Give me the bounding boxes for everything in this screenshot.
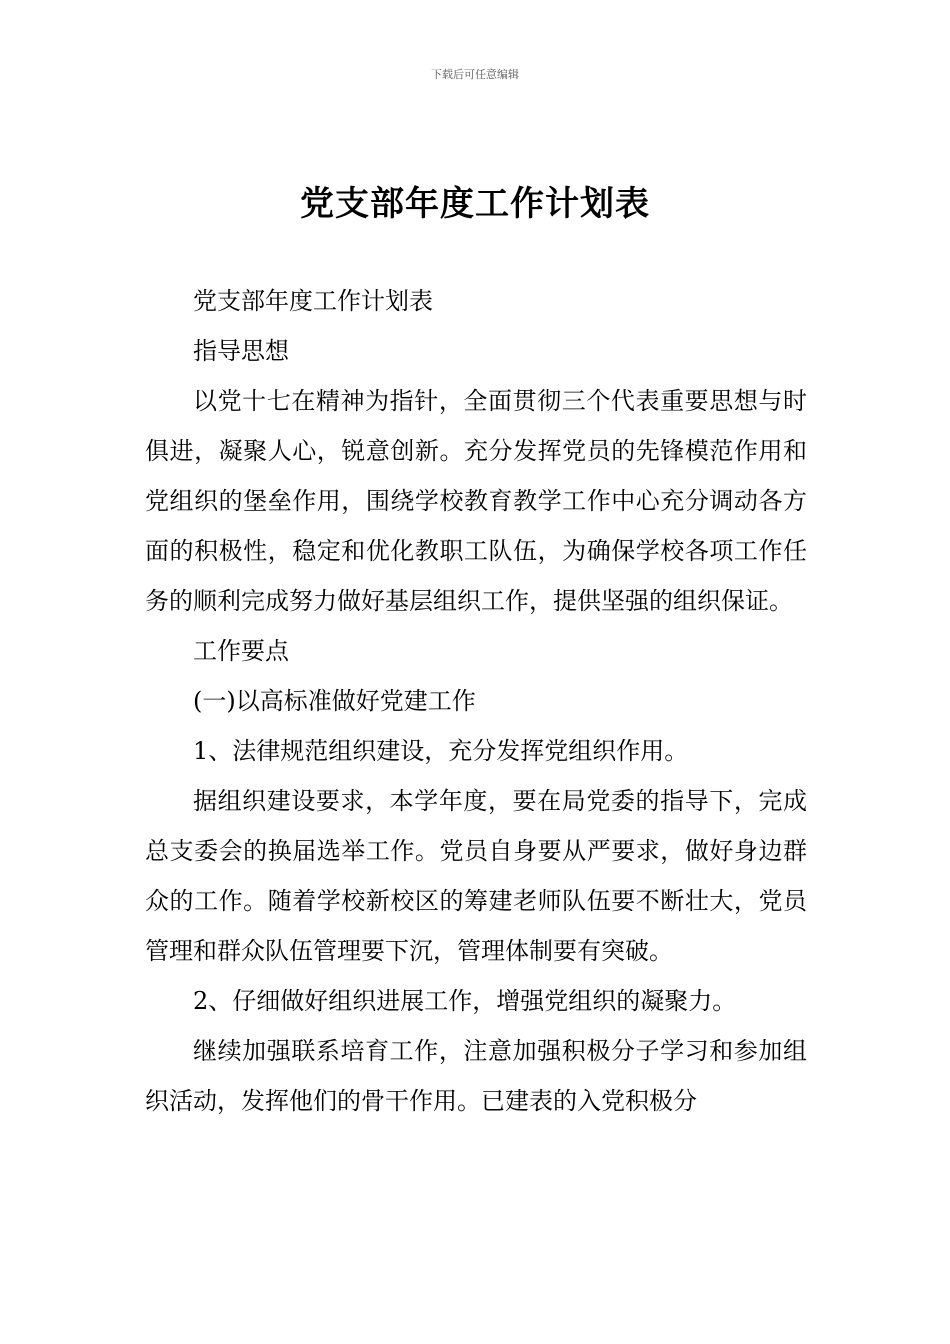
paragraph-subtitle: 党支部年度工作计划表 (193, 287, 433, 315)
document-body (145, 276, 807, 1126)
paragraph-heading-work-points: 工作要点 (193, 637, 289, 665)
document-title: 党支部年度工作计划表 (300, 184, 650, 224)
header-note: 下载后可任意编辑 (431, 68, 519, 81)
paragraph-item-2-body: 继续加强联系培育工作，注意加强积极分子学习和参加组织活动，发挥他们的骨干作用。已建表的入党积极分 (145, 1037, 807, 1115)
paragraph-item-1-body: 据组织建设要求，本学年度，要在局党委的指导下，完成总支委会的换届选举工作。党员自身要从严要求，做好身边群众的工作。随着学校新校区的筹建老师队伍要不断壮大，党员管理和群众队伍管理要下沉，管理体制要有突破。 (145, 787, 807, 965)
paragraph-item-1: 1、法律规范组织建设，充分发挥党组织作用。 (193, 737, 689, 765)
paragraph-item-2: 2、仔细做好组织进展工作，增强党组织的凝聚力。 (193, 987, 737, 1015)
paragraph-guiding-ideology: 以党十七在精神为指针，全面贯彻三个代表重要思想与时俱进，凝聚人心，锐意创新。充分发挥党员的先锋模范作用和党组织的堡垒作用，围绕学校教育教学工作中心充分调动各方面的积极性，稳定和优化教职工队伍，为确保学校各项工作任务的顺利完成努力做好基层组织工作，提供坚强的组织保证。 (145, 387, 807, 615)
paragraph-section-1: (一)以高标准做好党建工作 (193, 687, 476, 715)
paragraph-heading-guiding-ideology: 指导思想 (193, 337, 289, 365)
